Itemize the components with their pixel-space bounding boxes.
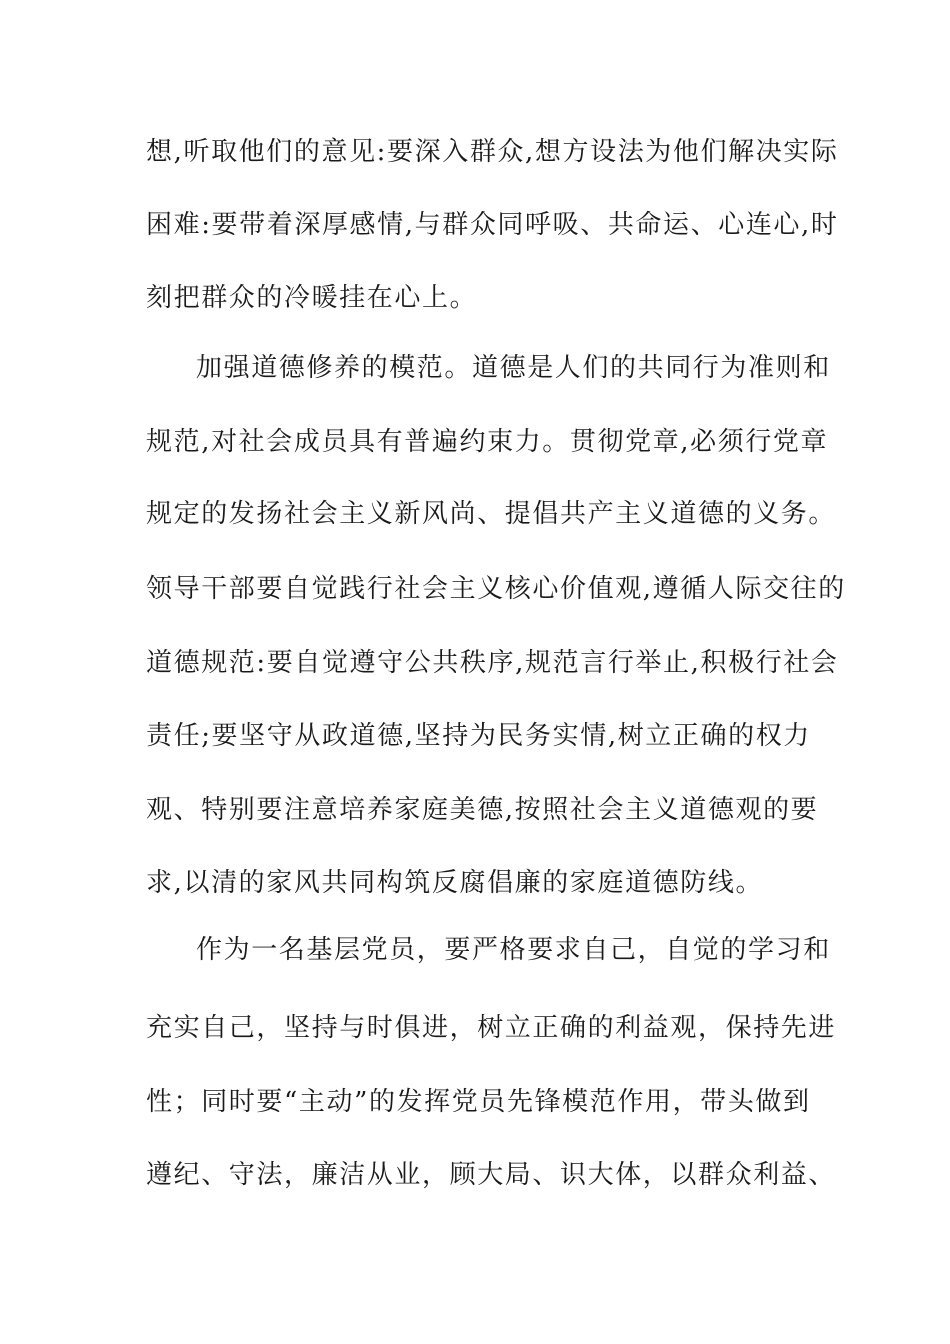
text-line: 求,以清的家风共同构筑反腐倡廉的家庭道德防线。	[146, 868, 764, 898]
text-line: 道德规范:要自觉遵守公共秩序,规范言行举止,积极行社会	[146, 648, 839, 678]
text-line: 性；同时要“主动”的发挥党员先锋模范作用，带头做到	[146, 1087, 811, 1117]
text-line: 充实自己，坚持与时俱进，树立正确的利益观，保持先进	[146, 1013, 837, 1043]
text-line: 想,听取他们的意见:要深入群众,想方设法为他们解决实际	[146, 137, 839, 167]
paragraph-start-line: 加强道德修养的模范。道德是人们的共同行为准则和	[196, 353, 831, 383]
text-line: 困难:要带着深厚感情,与群众同呼吸、共命运、心连心,时	[146, 210, 839, 240]
text-line: 规范,对社会成员具有普遍约束力。贯彻党章,必须行党章	[146, 427, 829, 457]
text-line: 遵纪、守法，廉洁从业，顾大局、识大体，以群众利益、	[146, 1160, 837, 1190]
text-line: 责任;要坚守从政道德,坚持为民务实情,树立正确的权力	[146, 721, 811, 751]
paragraph-start-line: 作为一名基层党员，要严格要求自己，自觉的学习和	[196, 935, 831, 965]
text-line: 刻把群众的冷暖挂在心上。	[146, 283, 478, 313]
text-line: 领导干部要自觉践行社会主义核心价值观,遵循人际交往的	[146, 574, 846, 604]
text-line: 观、特别要注意培养家庭美德,按照社会主义道德观的要	[146, 795, 819, 825]
text-line: 规定的发扬社会主义新风尚、提倡共产主义道德的义务。	[146, 499, 837, 529]
